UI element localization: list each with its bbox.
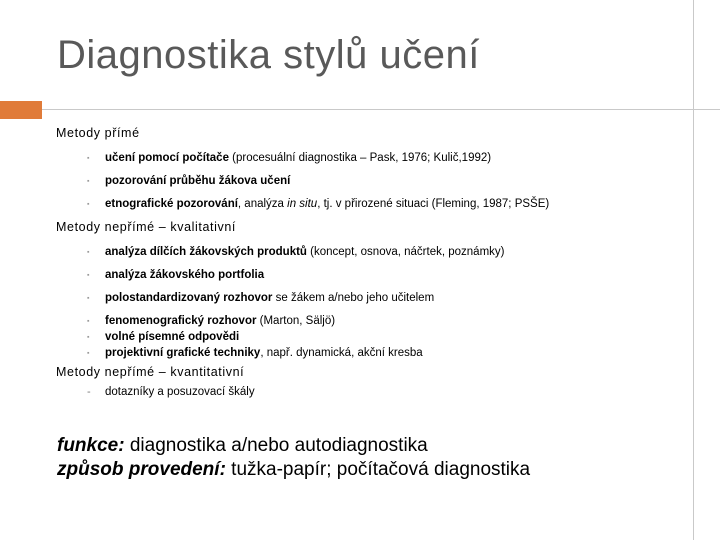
item-text: dotazníky a posuzovací škály (105, 386, 255, 398)
list-item (56, 268, 686, 283)
title-divider (42, 109, 720, 110)
item-text: (Marton, Säljö) (256, 315, 336, 327)
square-bullet-icon: ▪ (87, 295, 90, 302)
section-indirect-quantitative (56, 365, 686, 400)
footer-text: diagnostika a/nebo autodiagnostika (124, 435, 428, 456)
item-text: , např. dynamická, akční kresba (260, 347, 423, 359)
list-item (56, 151, 686, 166)
item-italic-text: in situ (287, 198, 318, 210)
item-text: , analýza (237, 198, 288, 210)
item-list (56, 385, 686, 400)
footer-label: způsob provedení: (57, 459, 226, 480)
square-bullet-icon: ▪ (87, 178, 90, 185)
list-item (56, 197, 686, 212)
slide-content (56, 126, 686, 408)
item-list (56, 151, 686, 212)
section-indirect-qualitative (56, 220, 686, 361)
list-item (56, 346, 686, 361)
list-item (56, 385, 686, 400)
section-heading: Metody nepřímé – kvalitativní (56, 220, 236, 234)
footer-line-method (57, 458, 530, 482)
list-item (56, 291, 686, 306)
list-item (56, 330, 686, 345)
list-item (56, 245, 686, 260)
square-bullet-icon: ▪ (87, 272, 90, 279)
item-bold-text: volné písemné odpovědi (105, 331, 240, 343)
list-item (56, 314, 686, 329)
square-bullet-icon: ▪ (87, 201, 90, 208)
slide-right-border (693, 0, 694, 540)
list-item (56, 174, 686, 189)
item-bold-text: etnografické pozorování (105, 198, 238, 210)
footer-text: tužka-papír; počítačová diagnostika (225, 459, 531, 480)
square-bullet-icon: ▪ (87, 350, 90, 357)
item-text: (procesuální diagnostika – Pask, 1976; Kulič,1992) (228, 152, 492, 164)
item-bold-text: učení pomocí počítače (105, 152, 229, 164)
square-bullet-icon: ▪ (87, 155, 90, 162)
section-heading: Metody nepřímé – kvantitativní (56, 365, 245, 379)
footer-line-function (57, 434, 530, 458)
slide-footer (57, 434, 530, 482)
item-text: (koncept, osnova, náčrtek, poznámky) (306, 246, 505, 258)
square-bullet-icon: ▪ (87, 318, 90, 325)
section-heading: Metody přímé (56, 126, 140, 140)
slide-title: Diagnostika stylů učení (57, 33, 480, 77)
item-bold-text: analýza dílčích žákovských produktů (105, 246, 307, 258)
dash-bullet-icon: - (87, 386, 91, 398)
item-text: se žákem a/nebo jeho učitelem (272, 292, 435, 304)
accent-square (0, 101, 42, 119)
item-list (56, 245, 686, 361)
item-bold-text: pozorování průběhu žákova učení (105, 175, 291, 187)
footer-label: funkce: (57, 435, 125, 456)
square-bullet-icon: ▪ (87, 249, 90, 256)
item-bold-text: analýza žákovského portfolia (105, 269, 265, 281)
square-bullet-icon: ▪ (87, 334, 90, 341)
section-direct-methods (56, 126, 686, 212)
item-text: , tj. v přirozené situaci (Fleming, 1987; PSŠE) (317, 198, 550, 210)
item-bold-text: fenomenografický rozhovor (105, 315, 257, 327)
item-bold-text: projektivní grafické techniky (105, 347, 261, 359)
item-bold-text: polostandardizovaný rozhovor (105, 292, 273, 304)
